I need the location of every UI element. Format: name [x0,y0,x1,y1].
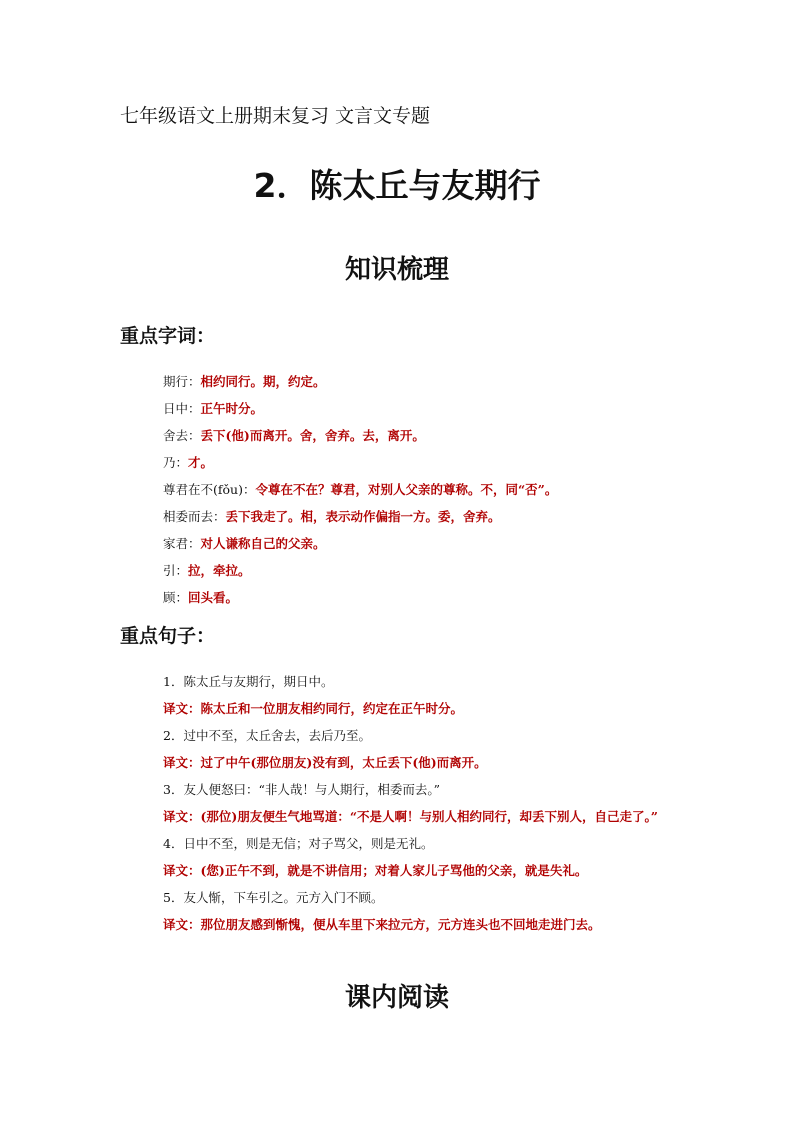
vocab-term: 家君： [163,536,201,551]
vocab-definition: 丢下(他)而离开。舍，舍弃。去，离开。 [200,428,425,443]
translation-text: (您)正午不到，就是不讲信用；对着人家儿子骂他的父亲，就是失礼。 [200,863,588,878]
sentence-original: 3．友人便怒曰：“非人哉！与人期行，相委而去。” [163,782,440,797]
vocab-item [163,476,723,503]
vocab-definition: 对人谦称自己的父亲。 [200,536,326,551]
vocab-item [163,530,723,557]
vocab-definition: 相约同行。期，约定。 [200,374,326,389]
vocab-term: 尊君在不(fǒu)： [163,482,256,497]
sentence-item [163,668,683,722]
sentence-item [163,722,683,776]
vocab-term: 相委而去： [163,509,226,524]
vocab-definition: 丢下我走了。相，表示动作偏指一方。委，舍弃。 [225,509,501,524]
vocab-definition: 令尊在不在？尊君，对别人父亲的尊称。不，同“否”。 [255,482,558,497]
vocab-term: 日中： [163,401,201,416]
vocab-term: 舍去： [163,428,201,443]
vocab-definition: 正午时分。 [200,401,264,416]
sentence-translation [163,803,683,830]
section-title-knowledge: 知识梳理 [344,255,449,285]
vocab-term: 期行： [163,374,201,389]
vocab-definition: 才。 [188,455,214,470]
translation-text: 那位朋友感到惭愧，便从车里下来拉元方，元方连头也不回地走进门去。 [200,917,601,932]
section-title-reading: 课内阅读 [344,983,449,1013]
translation-label: 译文： [163,917,201,932]
sentence-translation [163,749,683,776]
vocab-definition: 拉，牵拉。 [188,563,251,578]
sentence-translation [163,857,683,884]
translation-text: 过了中午(那位朋友)没有到，太丘丢下(他)而离开。 [200,755,487,770]
vocab-term: 引： [163,563,189,578]
document-subtitle: 七年级语文上册期末复习 文言文专题 [120,105,431,127]
vocab-term: 乃： [163,455,189,470]
sentence-item [163,884,683,938]
translation-label: 译文： [163,863,201,878]
vocab-item [163,503,723,530]
sentence-original: 1．陈太丘与友期行，期日中。 [163,674,334,689]
lesson-title: 2．陈太丘与友期行 [253,166,541,205]
vocab-item [163,368,723,395]
sentence-original: 4．日中不至，则是无信；对子骂父，则是无礼。 [163,836,434,851]
vocab-item [163,584,723,611]
vocab-item [163,449,723,476]
translation-text: 陈太丘和一位朋友相约同行，约定在正午时分。 [200,701,464,716]
sentence-translation [163,911,683,938]
sentence-item [163,830,683,884]
vocab-heading: 重点字词： [120,325,216,347]
sentence-heading: 重点句子： [120,625,216,647]
translation-label: 译文： [163,755,201,770]
vocab-term: 顾： [163,590,189,605]
vocab-definition: 回头看。 [188,590,239,605]
vocab-item [163,395,723,422]
translation-text: (那位)朋友便生气地骂道：“不是人啊！与别人相约同行，却丢下别人，自己走了。” [200,809,658,824]
vocab-item [163,557,723,584]
translation-label: 译文： [163,809,201,824]
sentence-item [163,776,683,830]
sentence-original: 5．友人惭，下车引之。元方入门不顾。 [163,890,384,905]
translation-label: 译文： [163,701,201,716]
sentence-list [163,668,683,938]
sentence-original: 2．过中不至，太丘舍去，去后乃至。 [163,728,371,743]
vocab-list [163,368,723,611]
vocab-item [163,422,723,449]
sentence-translation [163,695,683,722]
